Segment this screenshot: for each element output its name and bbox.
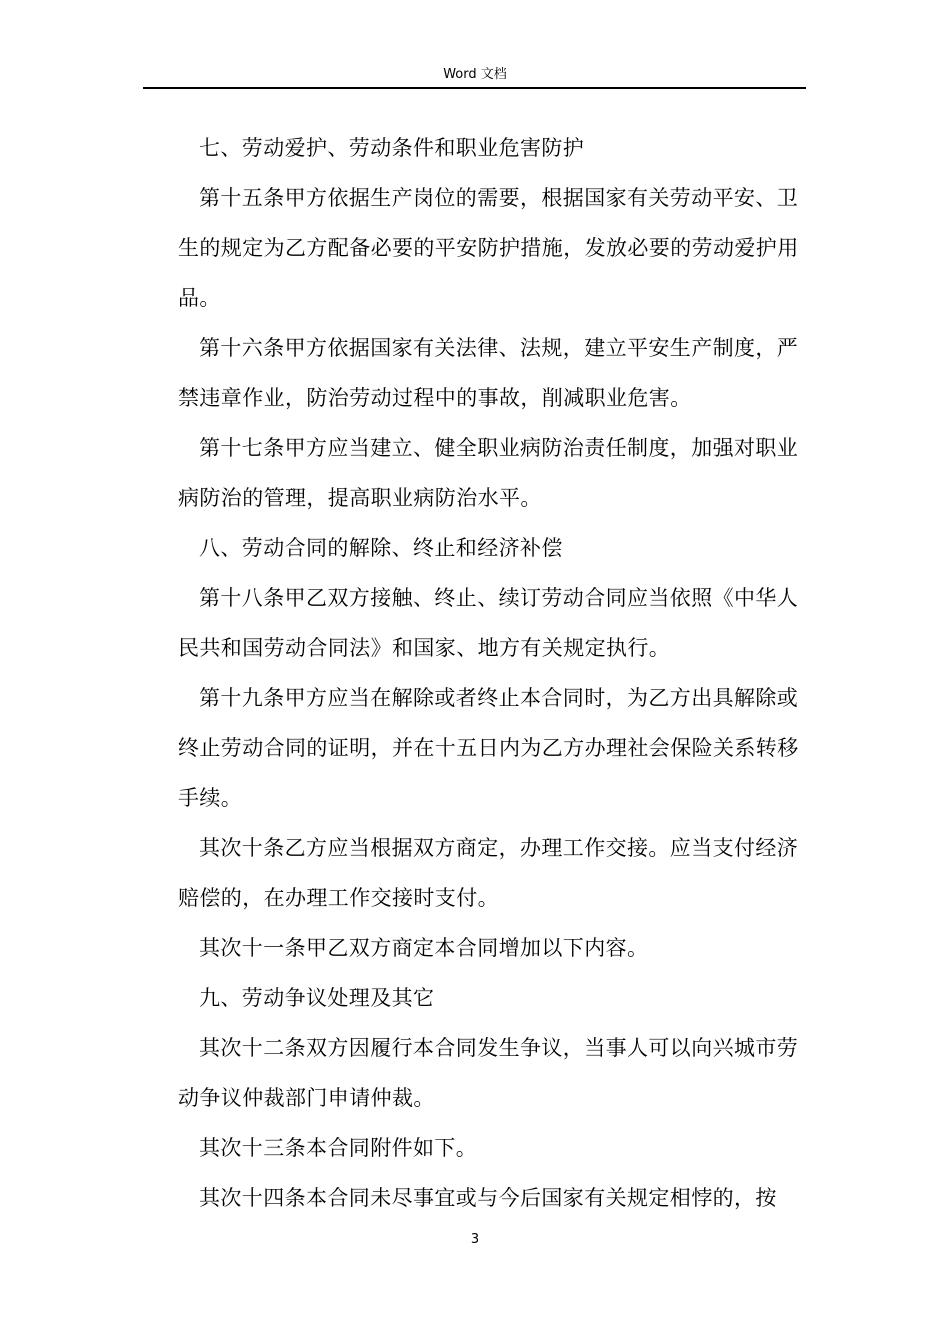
paragraph-article-22: 其次十二条双方因履行本合同发生争议，当事人可以向兴城市劳动争议仲裁部门申请仲裁。 [178,1036,799,1110]
paragraph-article-19: 第十九条甲方应当在解除或者终止本合同时，为乙方出具解除或终止劳动合同的证明，并在十五日内为乙方办理社会保险关系转移手续。 [178,686,799,810]
document-body [178,123,812,1223]
paragraph-article-20: 其次十条乙方应当根据双方商定，办理工作交接。应当支付经济赔偿的，在办理工作交接时支付。 [178,836,799,910]
page-number: 3 [470,1232,480,1247]
paragraph-article-24: 其次十四条本合同未尽事宜或与今后国家有关规定相悖的，按 [199,1186,777,1210]
page-header: Word 文档 [443,67,507,82]
header-divider [143,87,806,89]
section-heading-8: 八、劳动合同的解除、终止和经济补偿 [199,536,563,560]
paragraph-article-21: 其次十一条甲乙双方商定本合同增加以下内容。 [199,936,649,960]
paragraph-article-18: 第十八条甲乙双方接触、终止、续订劳动合同应当依照《中华人民共和国劳动合同法》和国家、地方有关规定执行。 [178,586,799,660]
section-heading-9: 九、劳动争议处理及其它 [199,986,435,1010]
paragraph-article-17: 第十七条甲方应当建立、健全职业病防治责任制度，加强对职业病防治的管理，提高职业病防治水平。 [178,436,799,510]
section-heading-7: 七、劳动爱护、劳动条件和职业危害防护 [199,136,585,160]
paragraph-article-23: 其次十三条本合同附件如下。 [199,1136,478,1160]
paragraph-article-16: 第十六条甲方依据国家有关法律、法规，建立平安生产制度，严禁违章作业，防治劳动过程中的事故，削减职业危害。 [178,336,799,410]
paragraph-article-15: 第十五条甲方依据生产岗位的需要，根据国家有关劳动平安、卫生的规定为乙方配备必要的平安防护措施，发放必要的劳动爱护用品。 [178,186,799,310]
